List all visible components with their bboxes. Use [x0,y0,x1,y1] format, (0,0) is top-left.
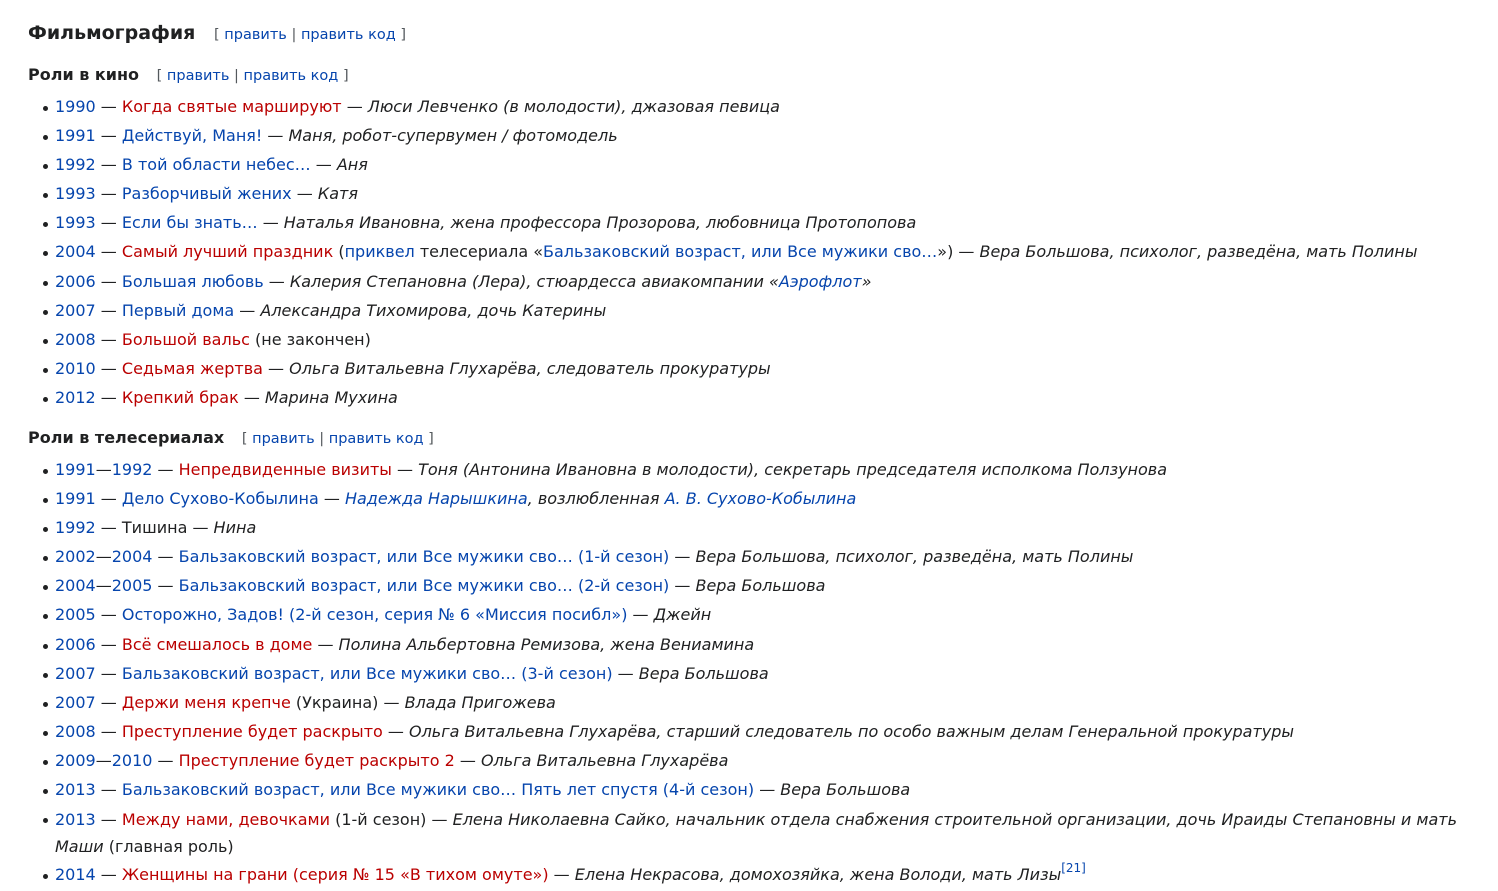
title-link[interactable]: Большой вальс [121,329,250,349]
year-link[interactable]: 1991 [55,489,96,509]
title-link[interactable]: Женщины на грани (серия № 15 «В тихом омуте») [121,865,549,885]
person-link[interactable]: А. В. Сухово-Кобылина [664,489,857,509]
tv-edit-links: [ править | править код ] [241,431,434,447]
year-link[interactable]: 2005 [111,576,153,596]
list-item: 2013 — Бальзаковский возраст, или Все мужики сво… Пять лет спустя (4-й сезон) — Вера Большова [28,777,1498,806]
title-link[interactable]: Всё смешалось в доме [121,634,313,654]
reference-link[interactable]: [21] [1061,861,1086,876]
list-item: 1991 — Дело Сухово-Кобылина — Надежда Нарышкина, возлюбленная А. В. Сухово-Кобылина [28,486,1498,515]
year-link[interactable]: 1992 [55,155,96,175]
sequel-link[interactable]: приквел [344,242,415,262]
edit-code-link[interactable]: править код [300,27,396,43]
year-link[interactable]: 2006 [55,271,96,291]
role-text: Ольга Витальевна Глухарёва, старший следователь по особо важным делам Генеральной прокуратуры [408,721,1294,741]
role-text: Люси Левченко (в молодости), джазовая певица [367,97,780,116]
title-link[interactable]: Держи меня крепче [121,692,291,712]
role-text: Наталья Ивановна, жена профессора Прозорова, любовница Протопопова [283,213,917,233]
title-link[interactable]: В той области небес… [121,155,311,175]
title-link[interactable]: Крепкий брак [121,387,239,407]
film-roles-heading [28,63,349,88]
role-text: Катя [317,184,358,204]
list-item: 2004—2005 — Бальзаковский возраст, или Все мужики сво… (2-й сезон) — Вера Большова [28,573,1498,602]
list-item: 2004 — Самый лучший праздник (приквел телесериала «Бальзаковский возраст, или Все мужики сво…») — Вера Большова, психолог, разведёна, мать Полины [28,239,1498,268]
role-text: Маня, робот-супервумен / фотомодель [288,126,618,146]
edit-link[interactable]: править [224,27,287,43]
role-text: Вера Большова, психолог, разведёна, мать Полины [979,242,1418,262]
film-edit-links: [ править | править код ] [156,68,349,84]
title-link[interactable]: Когда святые маршируют [121,97,342,116]
list-item: 1991 — Действуй, Маня! — Маня, робот-супервумен / фотомодель [28,123,1498,152]
note-text: (Украина) — [290,692,405,712]
year-link[interactable]: 2008 [55,329,96,349]
year-link[interactable]: 2007 [55,692,96,712]
role-text: Ольга Витальевна Глухарёва [480,750,729,770]
list-item: 2007 — Первый дома — Александра Тихомирова, дочь Катерины [28,298,1498,327]
edit-code-link[interactable]: править код [328,431,424,447]
title-link[interactable]: Самый лучший праздник [121,242,334,262]
list-item: 2007 — Бальзаковский возраст, или Все мужики сво… (3-й сезон) — Вера Большова [28,661,1498,690]
role-text: Вера Большова, психолог, разведёна, мать Полины [695,547,1134,567]
note-text: (не закончен) [249,329,371,349]
year-link[interactable]: 2004 [111,547,153,567]
year-link[interactable]: 2013 [55,780,96,800]
edit-code-link[interactable]: править код [243,68,339,84]
note-text: (1-й сезон) — [330,810,453,830]
tv-roles-list [28,457,1498,891]
year-link[interactable]: 2007 [55,300,96,320]
list-item: 1992 — В той области небес… — Аня [28,152,1498,181]
list-item: 2012 — Крепкий брак — Марина Мухина [28,385,1498,414]
year-link[interactable]: 2004 [55,576,96,596]
edit-link[interactable]: править [166,68,230,84]
title-link[interactable]: Бальзаковский возраст, или Все мужики сво… (1-й сезон) [178,547,670,567]
title-link[interactable]: Дело Сухово-Кобылина [121,489,319,509]
airline-link[interactable]: Аэрофлот [778,271,862,291]
list-item: 2008 — Большой вальс (не закончен) [28,327,1498,356]
film-roles-title: Роли в кино [28,65,140,84]
role-text: Ольга Витальевна Глухарёва, следователь прокуратуры [289,358,771,378]
title-link[interactable]: Между нами, девочками [121,810,330,830]
role-text: Влада Пригожева [404,692,556,712]
film-roles-list [28,94,1498,414]
year-link[interactable]: 2007 [55,663,96,683]
reference-sup [1061,861,1086,875]
year-link[interactable]: 1991 [55,460,96,479]
year-link[interactable]: 1992 [111,460,153,479]
section-title: Фильмография [28,22,196,44]
year-link[interactable]: 2008 [55,721,96,741]
list-item: 2014 — Женщины на грани (серия № 15 «В тихом омуте») — Елена Некрасова, домохозяйка, жена Володи, мать Лизы[21] [28,862,1498,891]
year-link[interactable]: 2005 [55,605,96,625]
list-item: 2010 — Седьмая жертва — Ольга Витальевна Глухарёва, следователь прокуратуры [28,356,1498,385]
list-item: 1993 — Разборчивый жених — Катя [28,181,1498,210]
list-item: 1993 — Если бы знать… — Наталья Ивановна, жена профессора Прозорова, любовница Протопопова [28,210,1498,239]
role-text: Елена Николаевна Сайко, начальник отдела снабжения строительной организации, дочь Ираиды Степановны и мать Маши [55,810,1458,857]
role-text: Полина Альбертовна Ремизова, жена Вениамина [338,634,755,654]
role-text: Джейн [653,605,712,625]
year-link[interactable]: 1990 [55,97,96,116]
title-text: Тишина [121,518,188,538]
role-text: Надежда Нарышкина, возлюбленная А. В. Сухово-Кобылина [344,489,857,509]
title-link[interactable]: Если бы знать… [121,213,258,233]
year-link[interactable]: 2002 [55,547,96,567]
title-link[interactable]: Действуй, Маня! [121,126,263,146]
role-text: Нина [213,518,257,538]
series-link[interactable]: Бальзаковский возраст, или Все мужики сво… [543,242,938,262]
list-item: 2008 — Преступление будет раскрыто — Ольга Витальевна Глухарёва, старший следователь по особо важным делам Генеральной прокуратуры [28,719,1498,748]
year-link[interactable]: 2009 [55,750,96,770]
list-item: 1991—1992 — Непредвиденные визиты — Тоня (Антонина Ивановна в молодости), секретарь председателя исполкома Ползунова [28,457,1498,486]
title-link[interactable]: Непредвиденные визиты [178,460,392,479]
person-link[interactable]: Надежда Нарышкина [344,489,528,509]
title-link[interactable]: Преступление будет раскрыто [121,721,383,741]
title-link[interactable]: Преступление будет раскрыто 2 [178,750,455,770]
year-link[interactable]: 2010 [55,358,96,378]
year-link[interactable]: 1993 [55,184,96,204]
role-text: Елена Некрасова, домохозяйка, жена Володи, мать Лизы [574,865,1062,885]
role-text: Вера Большова [695,576,826,596]
title-link[interactable]: Бальзаковский возраст, или Все мужики сво… (2-й сезон) [178,576,670,596]
year-link[interactable]: 2014 [55,865,96,885]
title-link[interactable]: Седьмая жертва [121,358,263,378]
list-item: 2007 — Держи меня крепче (Украина) — Влада Пригожева [28,690,1498,719]
section-edit-links: [ править | править код ] [214,27,407,43]
role-text: Аня [336,155,368,175]
section-heading [28,19,406,49]
role-text: Вера Большова [638,663,769,683]
year-link[interactable]: 2004 [55,242,96,262]
role-text: Тоня (Антонина Ивановна в молодости), секретарь председателя исполкома Ползунова [418,460,1168,479]
year-link[interactable]: 2010 [111,750,153,770]
list-item: 2006 — Большая любовь — Калерия Степановна (Лера), стюардесса авиакомпании «Аэрофлот» [28,269,1498,298]
year-link[interactable]: 2006 [55,634,96,654]
role-text: Марина Мухина [264,387,398,407]
list-item: 2013 — Между нами, девочками (1-й сезон) — Елена Николаевна Сайко, начальник отдела снабжения строительной организации, дочь Ираиды Степановны и мать Маши (главная роль) [28,806,1498,862]
title-link[interactable]: Бальзаковский возраст, или Все мужики сво… Пять лет спустя (4-й сезон) [121,780,755,800]
tv-roles-title: Роли в телесериалах [28,428,225,447]
year-link[interactable]: 1991 [55,126,96,146]
role-text: Вера Большова [780,780,911,800]
role-text: Калерия Степановна (Лера), стюардесса авиакомпании «Аэрофлот» [289,271,872,291]
role-text: Александра Тихомирова, дочь Катерины [260,300,607,320]
list-item: 1992 — Тишина — Нина [28,515,1498,544]
title-link[interactable]: Осторожно, Задов! (2-й сезон, серия № 6 «Миссия посибл») [121,605,628,625]
year-link[interactable]: 1992 [55,518,96,538]
year-link[interactable]: 2012 [55,387,96,407]
title-link[interactable]: Разборчивый жених [121,184,292,204]
title-link[interactable]: Большая любовь [121,271,264,291]
list-item: 1990 — Когда святые маршируют — Люси Левченко (в молодости), джазовая певица [28,94,1498,123]
list-item: 2002—2004 — Бальзаковский возраст, или Все мужики сво… (1-й сезон) — Вера Большова, психолог, разведёна, мать Полины [28,544,1498,573]
main-role-note: (главная роль) [103,837,234,857]
year-link[interactable]: 2013 [55,810,96,830]
title-link[interactable]: Бальзаковский возраст, или Все мужики сво… (3-й сезон) [121,663,613,683]
year-link[interactable]: 1993 [55,213,96,233]
edit-link[interactable]: править [252,431,315,447]
list-item: 2005 — Осторожно, Задов! (2-й сезон, серия № 6 «Миссия посибл») — Джейн [28,602,1498,631]
list-item: 2006 — Всё смешалось в доме — Полина Альбертовна Ремизова, жена Вениамина [28,632,1498,661]
tv-roles-heading [28,426,434,451]
list-item: 2009—2010 — Преступление будет раскрыто 2 — Ольга Витальевна Глухарёва [28,748,1498,777]
title-link[interactable]: Первый дома [121,300,235,320]
